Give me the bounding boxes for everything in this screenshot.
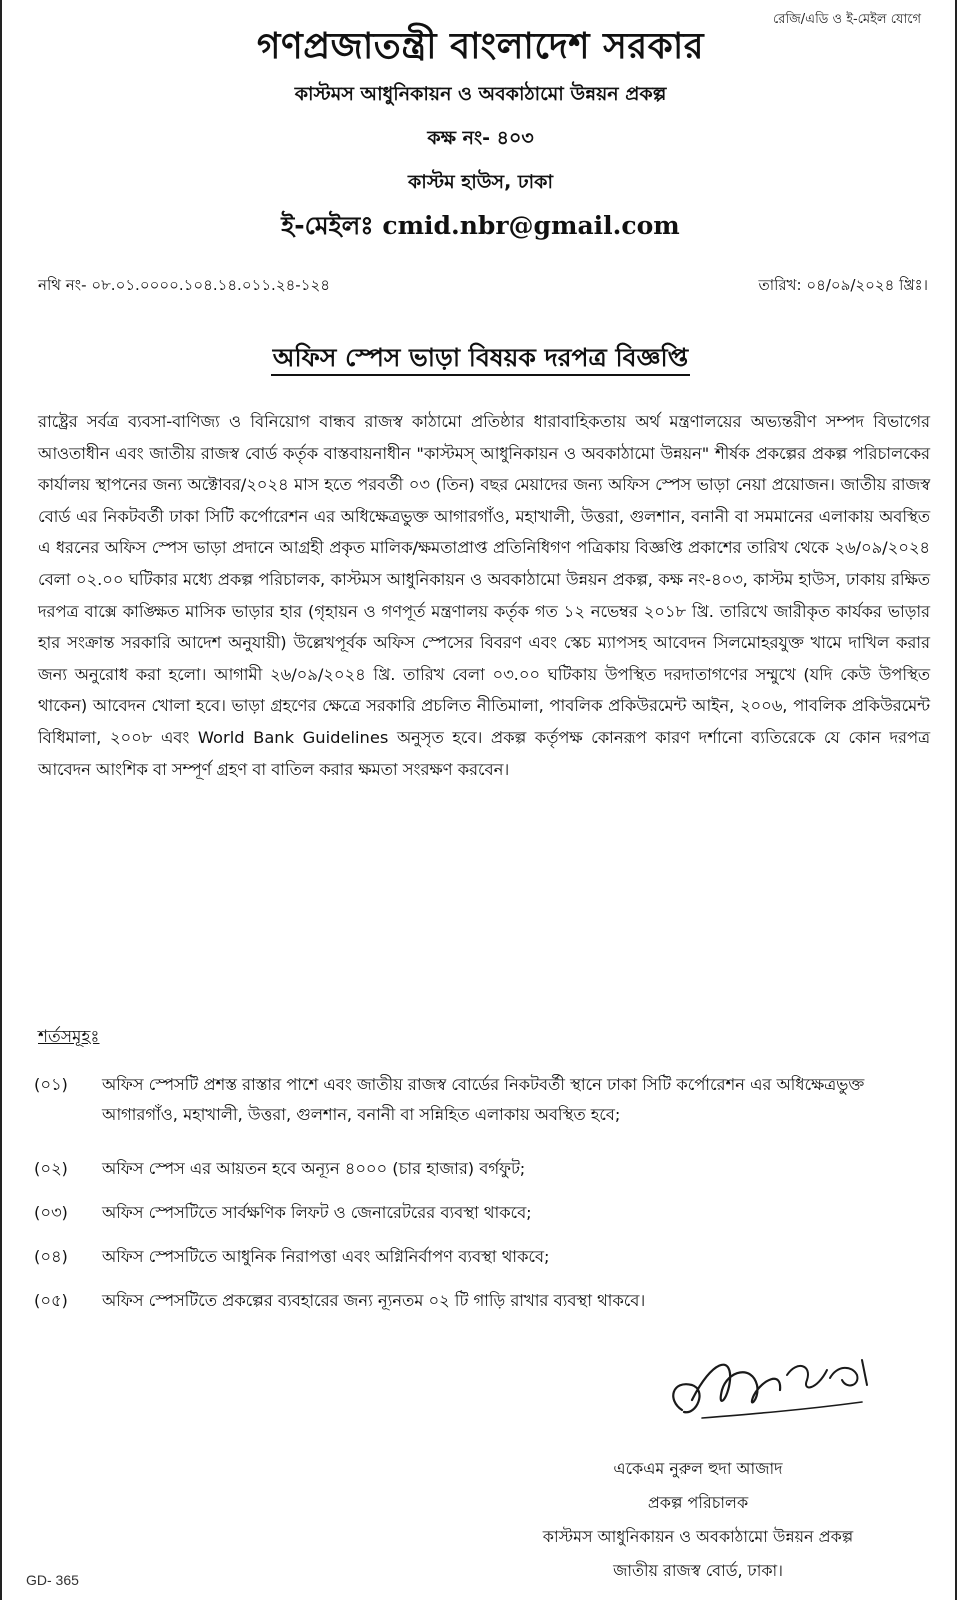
signer-name: একেএম নুরুল হুদা আজাদ [613, 1459, 783, 1478]
condition-number: (০৫) [34, 1291, 68, 1310]
condition-item [34, 1198, 934, 1242]
signer-project: কাস্টমস আধুনিকায়ন ও অবকাঠামো উন্নয়ন প্রকল্প [542, 1527, 854, 1546]
notice-title [2, 338, 957, 381]
signer-designation: প্রকল্প পরিচালক [647, 1493, 749, 1512]
condition-item [34, 1242, 934, 1286]
conditions-heading: শর্তসমূহঃ [38, 1027, 100, 1047]
handwritten-signature [662, 1340, 882, 1430]
condition-text: অফিস স্পেসটিতে আধুনিক নিরাপত্তা এবং অগ্নিনির্বাপণ ব্যবস্থা থাকবে; [102, 1247, 550, 1266]
condition-text: অফিস স্পেস এর আয়তন হবে অন্যূন ৪০০০ (চার হাজার) বর্গফুট; [102, 1159, 526, 1178]
condition-number: (০৪) [34, 1247, 68, 1266]
condition-item [34, 1154, 934, 1198]
reference-row [38, 274, 928, 299]
letterhead [2, 22, 957, 248]
email-label: ই-মেইলঃ [281, 211, 374, 240]
office-address: কাস্টম হাউস, ঢাকা [408, 171, 553, 193]
registered-mail-note: রেজি/এডি ও ই-মেইল যোগে [773, 12, 921, 27]
memo-number: নথি নং- ০৮.০১.০০০০.১০৪.১৪.০১১.২৪-১২৪ [38, 276, 330, 294]
notice-body: রাষ্ট্রের সর্বত্র ব্যবসা-বাণিজ্য ও বিনিয়োগ বান্ধব রাজস্ব কাঠামো প্রতিষ্ঠার ধারাবাহিকতায় অর্থ মন্ত্রণালয়ের অভ্যন্তরীণ সম্পদ বিভাগের আওতাধীন এবং জাতীয় রাজস্ব বোর্ড কর্তৃক বাস্তবায়নাধীন "কাস্টমস্ আধুনিকায়ন ও অবকাঠামো উন্নয়ন" শীর্ষক প্রকল্পের প্রকল্প পরিচালকের কার্যালয় স্থাপনের জন্য অক্টোবর/২০২৪ মাস হতে পরবর্তী ০৩ (তিন) বছর মেয়াদের জন্য অফিস স্পেস ভাড়া নেয়া প্রয়োজন। জাতীয় রাজস্ব বোর্ড এর নিকটবর্তী ঢাকা সিটি কর্পোরেশন এর অধিক্ষেত্রভুক্ত আগারগাঁও, মহাখালী, উত্তরা, গুলশান, বনানী বা সমমানের এলাকায় অবস্থিত এ ধরনের অফিস স্পেস ভাড়া প্রদানে আগ্রহী প্রকৃত মালিক/ক্ষমতাপ্রাপ্ত প্রতিনিধিগণ পত্রিকায় বিজ্ঞপ্তি প্রকাশের তারিখ থেকে ২৬/০৯/২০২৪ বেলা ০২.০০ ঘটিকার মধ্যে প্রকল্প পরিচালক, কাস্টমস আধুনিকায়ন ও অবকাঠামো উন্নয়ন প্রকল্প, কক্ষ নং-৪০৩, কাস্টম হাউস, ঢাকায় রক্ষিত দরপত্র বাক্সে কাঙ্ক্ষিত মাসিক ভাড়ার হার (গৃহায়ন ও গণপূর্ত মন্ত্রণালয় কর্তৃক গত ১২ নভেম্বর ২০১৮ খ্রি. তারিখে জারীকৃত কার্যকর ভাড়ার হার সংক্রান্ত সরকারি আদেশ অনুযায়ী) উল্লেখপূর্বক অফিস স্পেসের বিবরণ এবং স্কেচ ম্যাপসহ আবেদন সিলমোহরযুক্ত খামে দাখিল করার জন্য অনুরোধ করা হলো। আগামী ২৬/০৯/২০২৪ খ্রি. তারিখ বেলা ০৩.০০ ঘটিকায় উপস্থিত দরদাতাগণের সম্মুখে (যদি কেউ উপস্থিত থাকেন) আবেদন খোলা হবে। ভাড়া গ্রহণের ক্ষেত্রে সরকারি প্রচলিত নীতিমালা, পাবলিক প্রকিউরমেন্ট আইন, ২০০৬, পাবলিক প্রকিউরমেন্ট বিধিমালা, ২০০৮ এবং World Bank Guidelines অনুসৃত হবে। প্রকল্প কর্তৃপক্ষ কোনরূপ কারণ দর্শানো ব্যতিরেকে যে কোন দরপত্র আবেদন আংশিক বা সম্পূর্ণ গ্রহণ বা বাতিল করার ক্ষমতা সংরক্ষণ করবেন। [38, 412, 930, 779]
condition-number: (০৩) [34, 1203, 68, 1222]
email-line [2, 204, 957, 248]
government-title: গণপ্রজাতন্ত্রী বাংলাদেশ সরকার [256, 26, 705, 67]
condition-item [34, 1070, 934, 1154]
condition-number: (০১) [34, 1075, 68, 1094]
condition-number: (০২) [34, 1159, 68, 1178]
notice-title-text: অফিস স্পেস ভাড়া বিষয়ক দরপত্র বিজ্ঞপ্তি [271, 343, 690, 376]
condition-text: অফিস স্পেসটি প্রশস্ত রাস্তার পাশে এবং জাতীয় রাজস্ব বোর্ডের নিকটবর্তী স্থানে ঢাকা সিটি কর্পোরেশন এর অধিক্ষেত্রভুক্ত আগারগাঁও, মহাখালী, উত্তরা, গুলশান, বনানী বা সন্নিহিত এলাকায় অবস্থিত হবে; [102, 1075, 865, 1124]
conditions-list [34, 1070, 934, 1316]
signer-block [478, 1452, 918, 1588]
condition-text: অফিস স্পেসটিতে সার্বক্ষণিক লিফট ও জেনারেটরের ব্যবস্থা থাকবে; [102, 1203, 532, 1222]
notice-date: তারিখ: ০৪/০৯/২০২৪ খ্রিঃ। [758, 276, 928, 294]
gd-number: GD- 365 [26, 1572, 79, 1588]
signer-office: জাতীয় রাজস্ব বোর্ড, ঢাকা। [613, 1561, 783, 1580]
email-address: cmid.nbr@gmail.com [382, 211, 680, 240]
condition-text: অফিস স্পেসটিতে প্রকল্পের ব্যবহারের জন্য ন্যূনতম ০২ টি গাড়ি রাখার ব্যবস্থা থাকবে। [102, 1291, 646, 1310]
condition-item [34, 1286, 934, 1316]
room-number: কক্ষ নং- ৪০৩ [427, 127, 534, 149]
project-name: কাস্টমস আধুনিকায়ন ও অবকাঠামো উন্নয়ন প্রকল্প [294, 83, 667, 105]
